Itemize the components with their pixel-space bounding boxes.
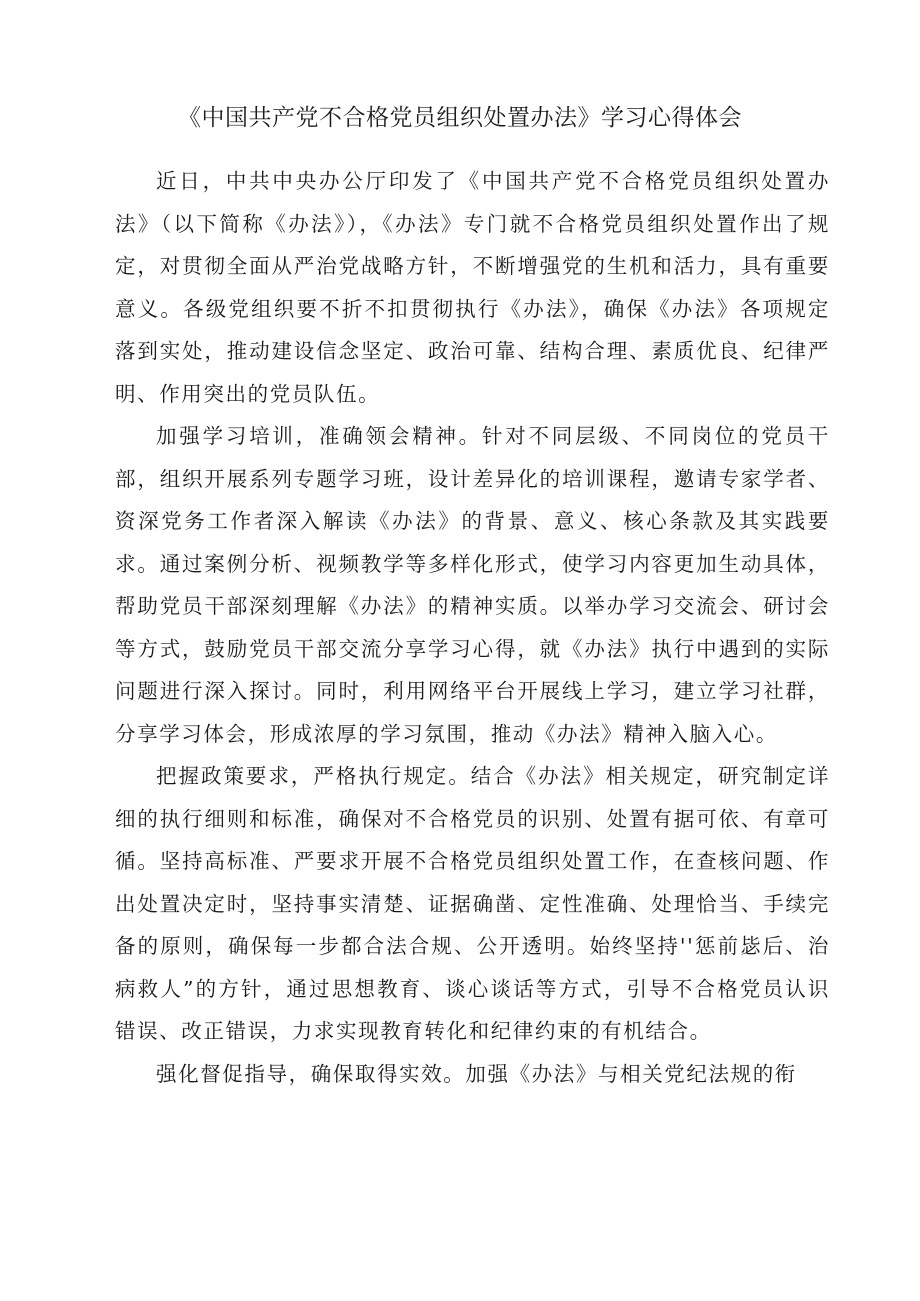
paragraph-study-training: 加强学习培训，准确领会精神。针对不同层级、不同岗位的党员干部，组织开展系列专题学习班，设计差异化的培训课程，邀请专家学者、资深党务工作者深入解读《办法》的背景、意义、核心条款及其实践要求。通过案例分析、视频教学等多样化形式，使学习内容更加生动具体，帮助党员干部深刻理解《办法》的精神实质。以举办学习交流会、研讨会等方式，鼓励党员干部交流分享学习心得，就《办法》执行中遇到的实际问题进行深入探讨。同时，利用网络平台开展线上学习，建立学习社群，分享学习体会，形成浓厚的学习氛围，推动《办法》精神入脑入心。 [115, 424, 830, 746]
paragraph-intro: 近日，中共中央办公厅印发了《中国共产党不合格党员组织处置办法》（以下简称《办法》），《办法》专门就不合格党员组织处置作出了规定，对贯彻全面从严治党战略方针，不断增强党的生机和活力，具有重要意义。各级党组织要不折不扣贯彻执行《办法》，确保《办法》各项规定落到实处，推动建设信念坚定、政治可靠、结构合理、素质优良、纪律严明、作用突出的党员队伍。 [115, 169, 830, 406]
document-title: 《中国共产党不合格党员组织处置办法》学习心得体会 [178, 105, 742, 131]
paragraph-policy-requirements: 把握政策要求，严格执行规定。结合《办法》相关规定，研究制定详细的执行细则和标准，确保对不合格党员的识别、处置有据可依、有章可循。坚持高标准、严要求开展不合格党员组织处置工作，在查核问题、作出处置决定时，坚持事实清楚、证据确凿、定性准确、处理恰当、手续完备的原则，确保每一步都合法合规、公开透明。始终坚持''惩前毖后、治病救人”的方针，通过思想教育、谈心谈话等方式，引导不合格党员认识错误、改正错误，力求实现教育转化和纪律约束的有机结合。 [115, 764, 830, 1043]
paragraph-supervision: 强化督促指导，确保取得实效。加强《办法》与相关党纪法规的衔 [156, 1061, 797, 1086]
document-body [115, 160, 830, 1095]
